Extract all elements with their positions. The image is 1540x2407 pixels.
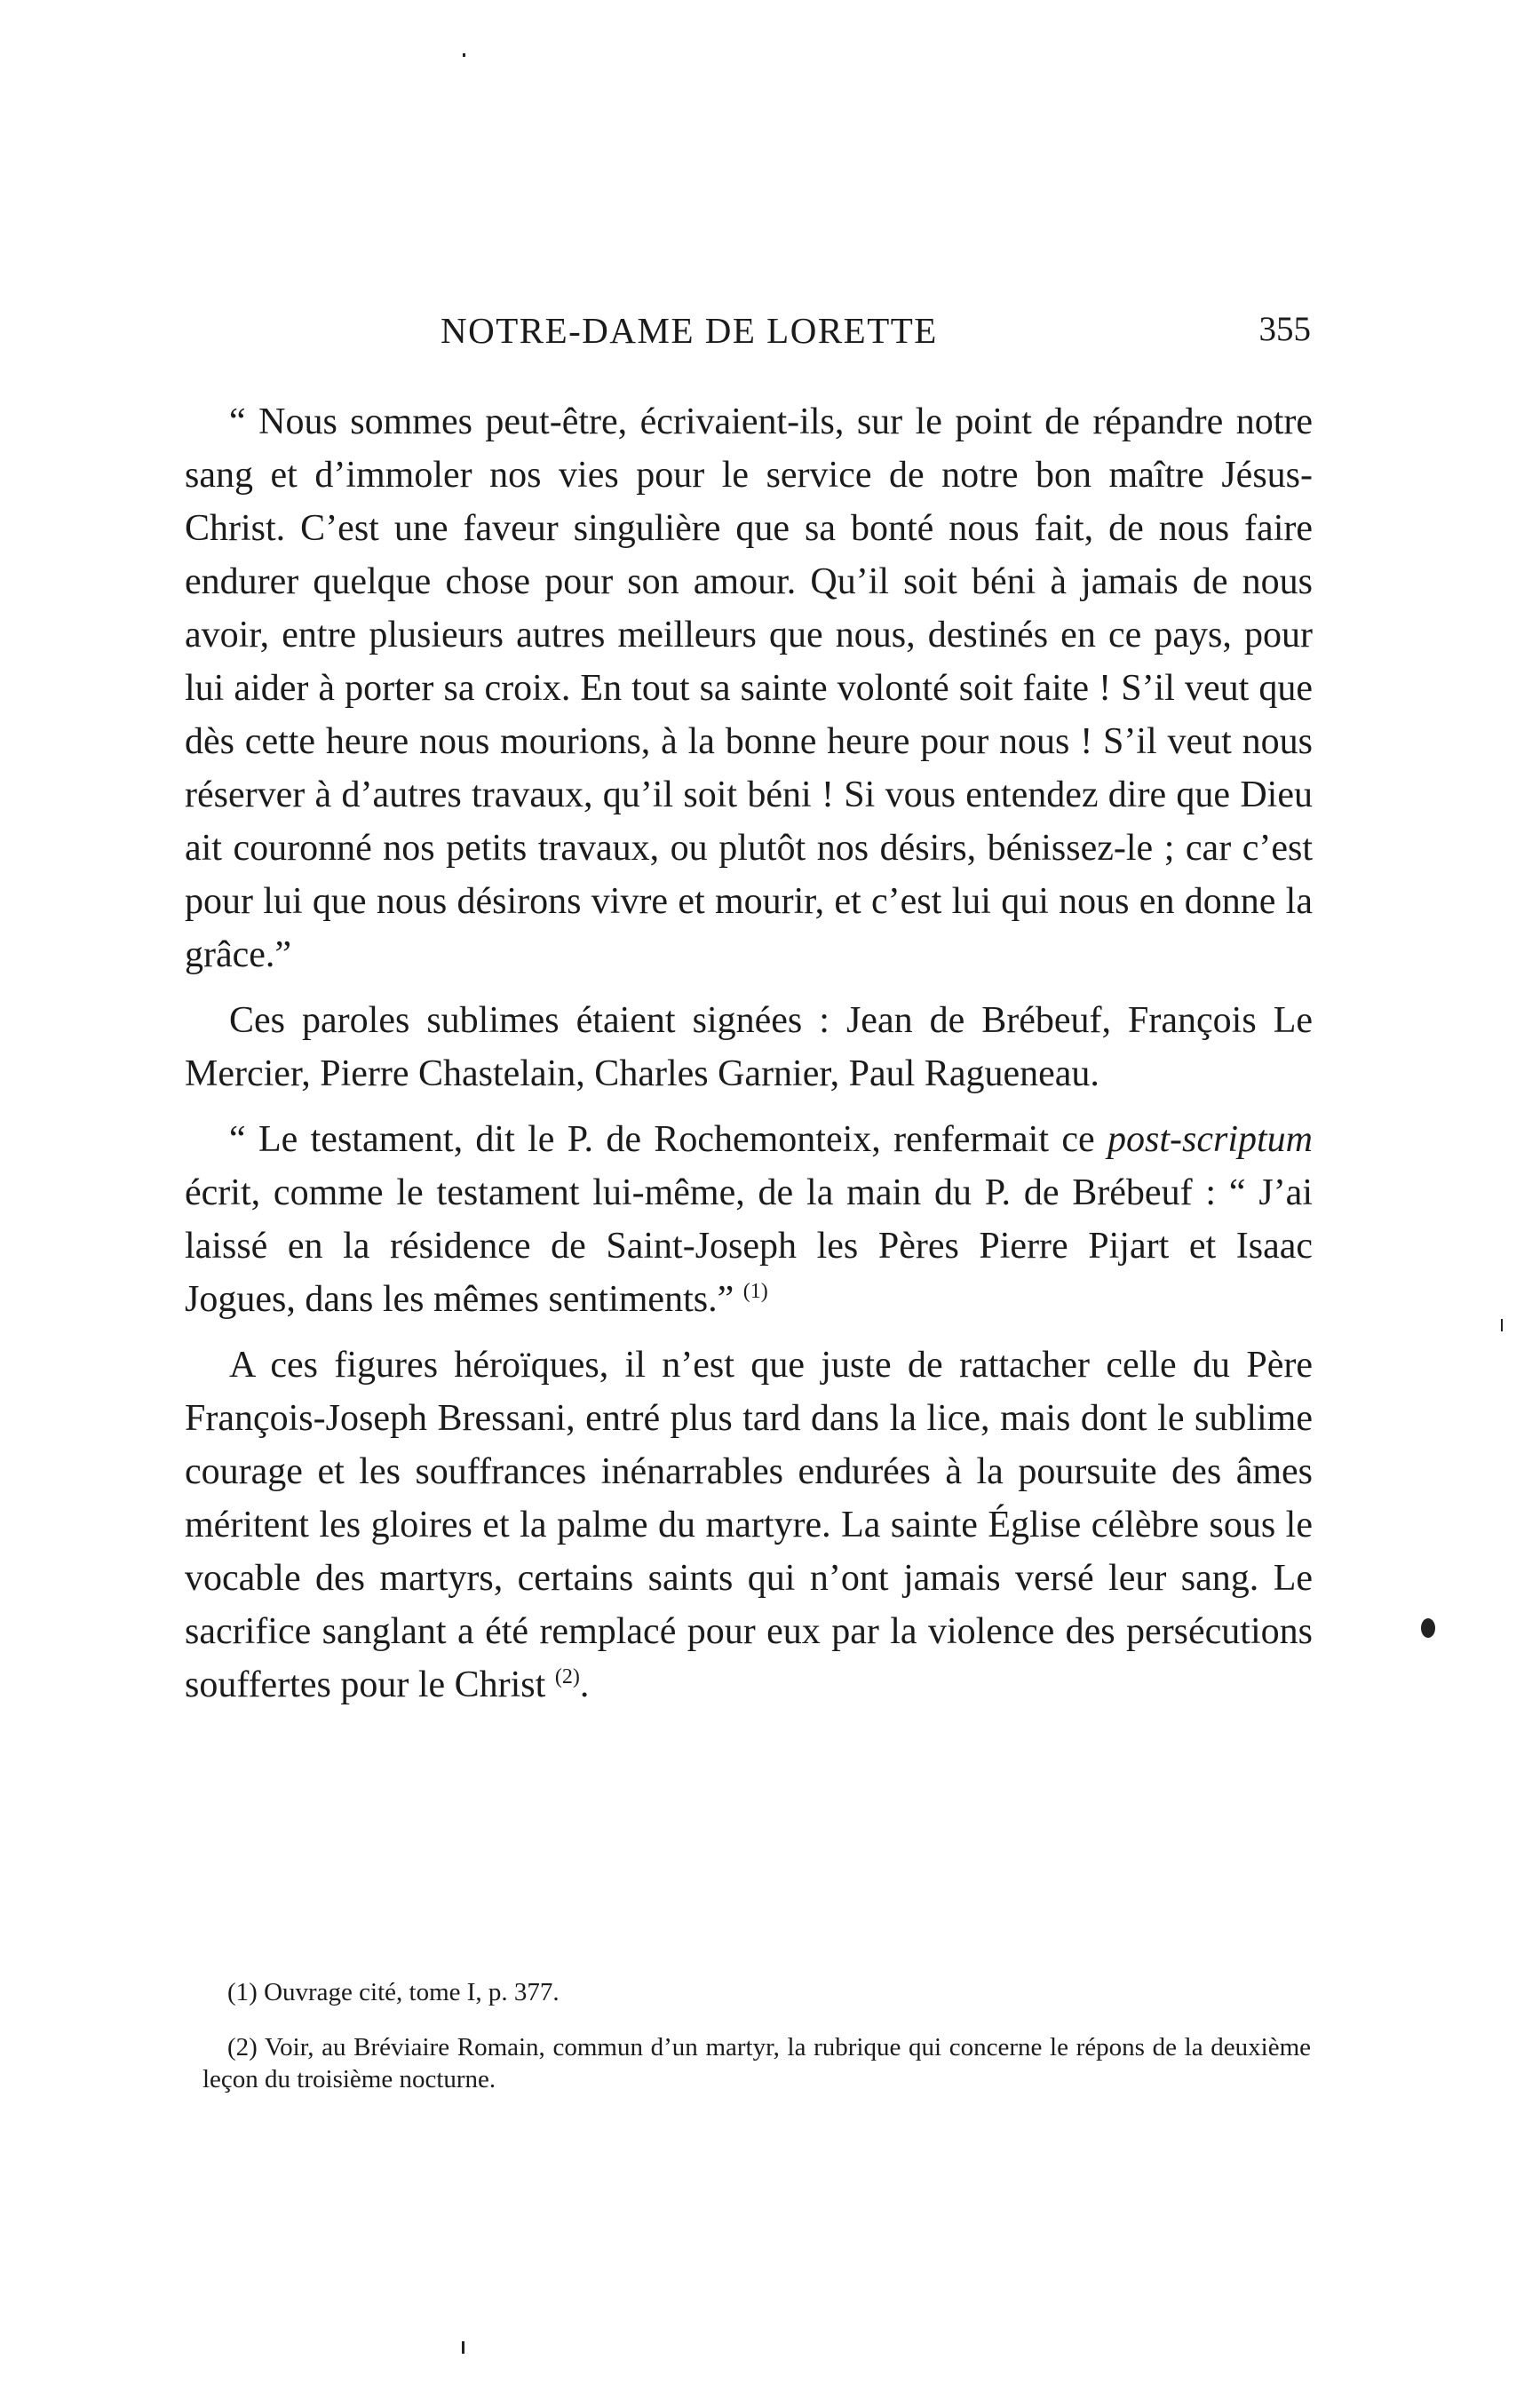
running-title: NOTRE-DAME DE LORETTE xyxy=(441,310,938,351)
page-number: 355 xyxy=(1258,310,1311,348)
ink-blot-margin xyxy=(1421,1618,1435,1638)
ink-speck-margin xyxy=(1501,1319,1503,1331)
ink-speck-top xyxy=(463,53,465,57)
page-header xyxy=(441,309,1311,362)
ink-speck-bottom xyxy=(462,2341,464,2354)
post-scriptum-italic: post-scriptum xyxy=(1107,1119,1314,1160)
body-text xyxy=(185,395,1313,1724)
paragraph-quote-letter: “ Nous sommes peut-être, écrivaient-ils, sur le point de répandre notre sang et d’immoler nos vies pour le service de notre bon maître Jésus-Christ. C’est une faveur singulière que sa bonté nous fait, de nous faire endurer quelque chose pour son amour. Qu’il soit béni à jamais de nous avoir, entre plusieurs autres meilleurs que nous, destinés en ce pays, pour lui aider à porter sa croix. En tout sa sainte volonté soit faite ! S’il veut que dès cette heure nous mourions, à la bonne heure pour nous ! S’il veut nous réserver à d’autres travaux, qu’il soit béni ! Si vous entendez dire que Dieu ait couronné nos petits travaux, ou plutôt nos désirs, bénissez-le ; car c’est pour lui que nous désirons vivre et mourir, et c’est lui qui nous en donne la grâce.” xyxy=(185,401,1313,975)
bressani-end-punct: . xyxy=(579,1664,590,1705)
footnote-ref-2: (2) xyxy=(554,1665,580,1688)
footnote-2: (2) Voir, au Bréviaire Romain, commun d’un martyr, la rubrique qui concerne le répons de la deuxième leçon du troisième nocturne. xyxy=(202,2033,1311,2093)
paragraph-bressani xyxy=(185,1339,1313,1712)
paragraph-signatories: Ces paroles sublimes étaient signées : Jean de Brébeuf, François Le Mercier, Pierre Chastelain, Charles Garnier, Paul Ragueneau. xyxy=(185,1000,1313,1094)
testament-text-end: écrit, comme le testament lui-même, de la main du P. de Brébeuf : “ J’ai laissé en la résidence de Saint-Joseph les Pères Pierre Pijart et Isaac Jogues, dans les mêmes sentiments.” xyxy=(185,1172,1313,1320)
paragraph-testament xyxy=(185,1113,1313,1326)
footnotes xyxy=(202,1976,1311,2118)
testament-text-start: “ Le testament, dit le P. de Rochemonteix, renfermait ce xyxy=(229,1119,1095,1160)
bressani-text: A ces figures héroïques, il n’est que juste de rattacher celle du Père François-Joseph Bressani, entré plus tard dans la lice, mais dont le sublime courage et les souffrances inénarrables endurées à la poursuite des âmes méritent les gloires et la palme du martyre. La sainte Église célèbre sous le vocable des martyrs, certains saints qui n’ont jamais versé leur sang. Le sacrifice sanglant a été remplacé pour eux par la violence des persécutions souffertes pour le Christ xyxy=(185,1345,1313,1705)
footnote-ref-1: (1) xyxy=(742,1280,768,1303)
footnote-1: (1) Ouvrage cité, tome I, p. 377. xyxy=(227,1978,560,2006)
